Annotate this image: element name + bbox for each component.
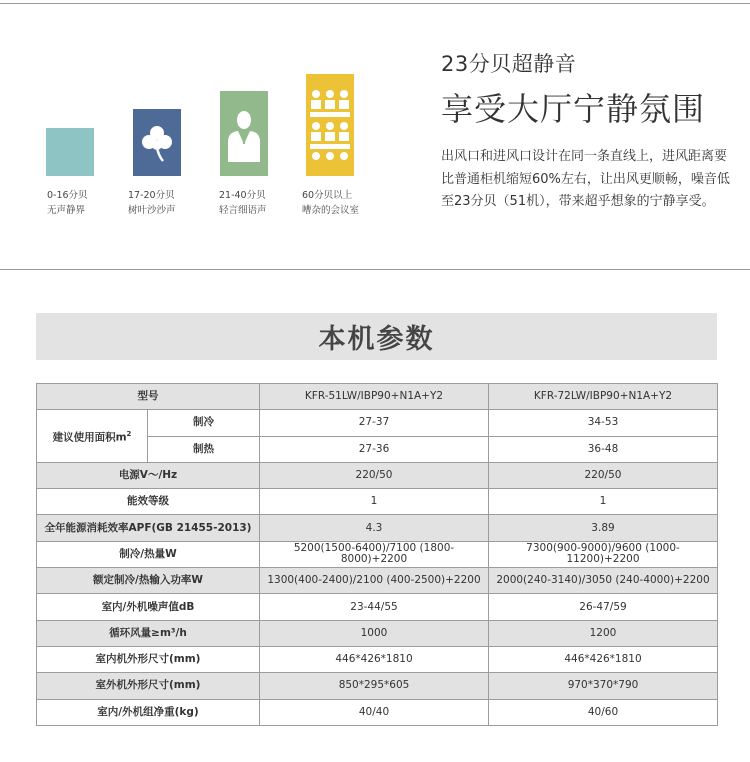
cell: 36-48 — [489, 436, 718, 462]
cell: 40/60 — [489, 699, 718, 725]
noise-caption-leaves — [128, 188, 208, 218]
cell: 7300(900-9000)/9600 (1000-11200)+2200 — [489, 541, 718, 567]
feature-title: 享受大厅宁静氛围 — [441, 90, 706, 128]
noise-desc: 树叶沙沙声 — [128, 205, 176, 216]
cell: 446*426*1810 — [489, 646, 718, 672]
table-row — [37, 620, 718, 646]
row-label: 循环风量≥m³/h — [37, 620, 260, 646]
model-a: KFR-51LW/IBP90+N1A+Y2 — [260, 384, 489, 410]
cell: 5200(1500-6400)/7100 (1800-8000)+2200 — [260, 541, 489, 567]
noise-caption-meeting — [302, 188, 382, 218]
cell: 1000 — [260, 620, 489, 646]
noise-range: 60分贝以上 — [302, 190, 353, 201]
table-row — [37, 594, 718, 620]
noise-bar-meeting — [306, 74, 354, 176]
table-row — [37, 699, 718, 725]
noise-bar-leaves — [133, 109, 181, 176]
cell: 1300(400-2400)/2100 (400-2500)+2200 — [260, 568, 489, 594]
row-label: 室内机外形尺寸(mm) — [37, 646, 260, 672]
noise-caption-whisper — [219, 188, 299, 218]
cell: 34-53 — [489, 410, 718, 436]
table-row — [37, 541, 718, 567]
noise-range: 0-16分贝 — [47, 190, 88, 201]
person-icon — [225, 104, 263, 164]
params-table — [36, 383, 718, 726]
row-label: 室内/外机噪声值dB — [37, 594, 260, 620]
row-label: 室内/外机组净重(kg) — [37, 699, 260, 725]
cell: 850*295*605 — [260, 673, 489, 699]
table-row — [37, 489, 718, 515]
cell: 446*426*1810 — [260, 646, 489, 672]
row-label: 额定制冷/热输入功率W — [37, 568, 260, 594]
area-label: 建议使用面积$m^2$ — [37, 410, 148, 463]
cell: 220/50 — [489, 462, 718, 488]
cell: 27-37 — [260, 410, 489, 436]
cell: 1 — [489, 489, 718, 515]
cell: 40/40 — [260, 699, 489, 725]
table-row — [37, 410, 718, 436]
noise-caption-silent — [47, 188, 127, 218]
cell: 27-36 — [260, 436, 489, 462]
noise-desc: 轻言细语声 — [219, 205, 267, 216]
row-label: 制冷/热量W — [37, 541, 260, 567]
cell: 4.3 — [260, 515, 489, 541]
feature-subtitle: 23分贝超静音 — [441, 52, 577, 76]
table-header-row — [37, 384, 718, 410]
cell: 1200 — [489, 620, 718, 646]
cell: 26-47/59 — [489, 594, 718, 620]
middle-divider — [0, 269, 750, 270]
noise-bar-silent — [46, 128, 94, 176]
model-label: 型号 — [37, 384, 260, 410]
row-label: 室外机外形尺寸(mm) — [37, 673, 260, 699]
table-row — [37, 568, 718, 594]
cell: 220/50 — [260, 462, 489, 488]
cell: 970*370*790 — [489, 673, 718, 699]
table-row — [37, 515, 718, 541]
top-divider — [0, 3, 750, 4]
clover-icon — [140, 123, 174, 163]
feature-description: 出风口和进风口设计在同一条直线上，进风距离要比普通柜机缩短60%左右，让出风更顺畅，噪音低至23分贝（51机），带来超乎想象的宁静享受。 — [441, 149, 730, 209]
cell: 1 — [260, 489, 489, 515]
cool-label: 制冷 — [148, 410, 260, 436]
model-b: KFR-72LW/IBP90+N1A+Y2 — [489, 384, 718, 410]
table-row — [37, 462, 718, 488]
cell: 2000(240-3140)/3050 (240-4000)+2200 — [489, 568, 718, 594]
noise-bar-whisper — [220, 91, 268, 176]
meeting-icon — [308, 84, 352, 166]
params-section-title: 本机参数 — [36, 313, 717, 360]
noise-range: 17-20分贝 — [128, 190, 175, 201]
noise-range: 21-40分贝 — [219, 190, 266, 201]
table-row — [37, 646, 718, 672]
cell: 23-44/55 — [260, 594, 489, 620]
row-label: 电源V～/Hz — [37, 462, 260, 488]
row-label: 能效等级 — [37, 489, 260, 515]
noise-desc: 无声静界 — [47, 205, 86, 216]
noise-desc: 嘈杂的会议室 — [302, 205, 360, 216]
table-row — [37, 673, 718, 699]
heat-label: 制热 — [148, 436, 260, 462]
cell: 3.89 — [489, 515, 718, 541]
row-label: 全年能源消耗效率APF(GB 21455-2013) — [37, 515, 260, 541]
